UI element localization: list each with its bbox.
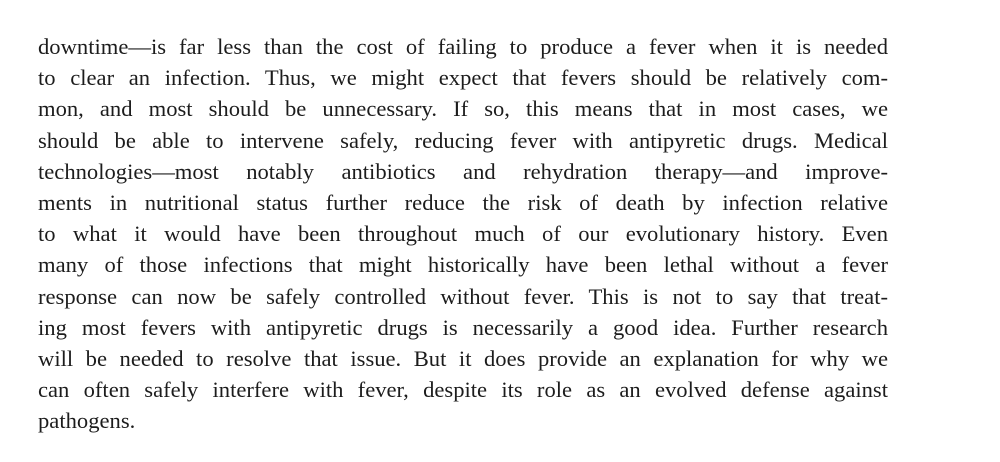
text-line: response can now be safely controlled without fever. This is not to say that treat- xyxy=(38,283,888,309)
text-line: ments in nutritional status further reduce the risk of death by infection relative xyxy=(38,189,888,215)
text-line: to what it would have been throughout much of our evolutionary history. Even xyxy=(38,221,888,247)
text-line-last: pathogens. xyxy=(38,408,136,434)
text-line: mon, and most should be unnecessary. If so, this means that in most cases, we xyxy=(38,96,888,122)
text-line: can often safely interfere with fever, despite its role as an evolved defense against xyxy=(38,377,888,403)
text-line: should be able to intervene safely, reducing fever with antipyretic drugs. Medical xyxy=(38,127,888,153)
text-line: will be needed to resolve that issue. But it does provide an explanation for why we xyxy=(38,345,888,371)
body-paragraph xyxy=(38,31,888,436)
text-line: to clear an infection. Thus, we might expect that fevers should be relatively com- xyxy=(38,65,888,91)
text-line: downtime—is far less than the cost of failing to produce a fever when it is needed xyxy=(38,34,888,59)
text-line: ing most fevers with antipyretic drugs is necessarily a good idea. Further research xyxy=(38,314,888,340)
text-line: technologies—most notably antibiotics and rehydration therapy—and improve- xyxy=(38,158,888,184)
text-line: many of those infections that might historically have been lethal without a fever xyxy=(38,252,888,278)
